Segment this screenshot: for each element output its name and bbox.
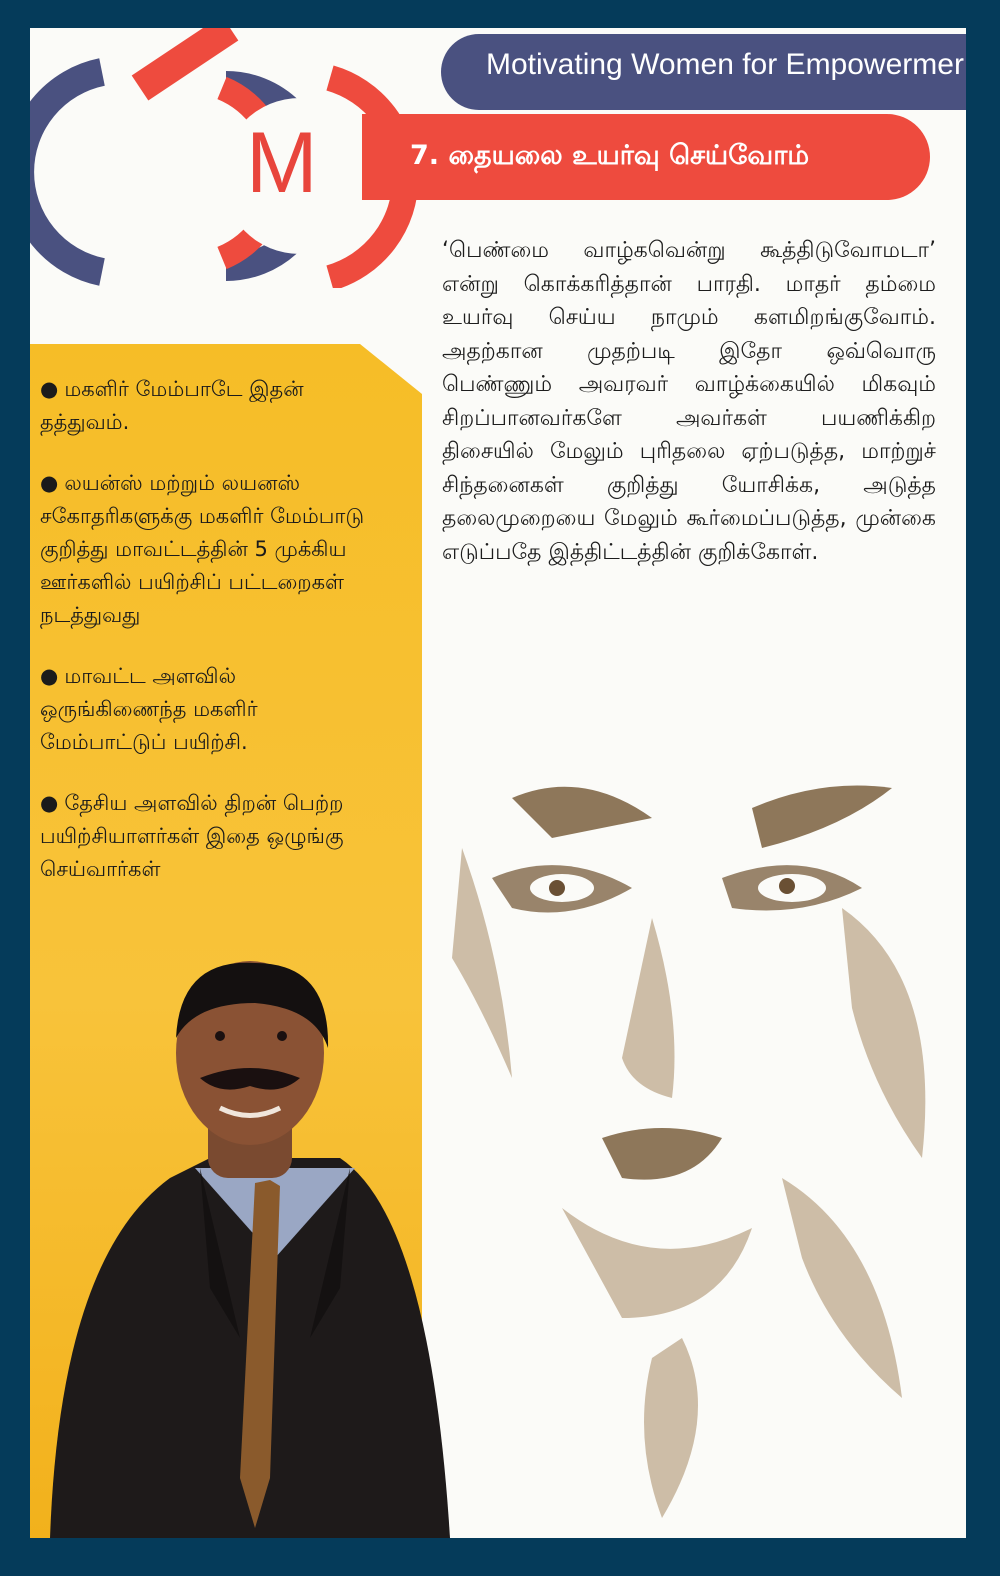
- intro-paragraph: ‘பெண்மை வாழ்கவென்று கூத்திடுவோமடா’ என்று கொக்கரித்தான் பாரதி. மாதர் தம்மை உயர்வு செய்ய நாமும் களமிறங்குவோம். அதற்கான முதற்படி இதோ ஒவ்வொரு பெண்ணும் அவரவர் வாழ்க்கையில் மிகவும் சிறப்பானவர்களே அவர்கள் பயணிக்கிற திசையில் மேலும் புரிதலை ஏற்படுத்த, மாற்றுச் சிந்தனைகள் குறித்து யோசிக்க, அடுத்த தலைமுறையை மேலும் கூர்மைப்படுத்த, முன்கை எடுப்பதே இத்திட்டத்தின் குறிக்கோள்.: [442, 238, 936, 565]
- bullet-item: ● மாவட்ட அளவில் ஒருங்கிணைந்த மகளிர் மேம்பாட்டுப் பயிற்சி.: [40, 664, 258, 754]
- banner-text: Motivating Women for Empowermer: [486, 48, 964, 81]
- page: [30, 28, 966, 1538]
- face-illustration: [422, 758, 966, 1538]
- bullet-item: ● தேசிய அளவில் திறன் பெற்ற பயிற்சியாளர்கள் இதை ஒழுங்கு செய்வார்கள்: [40, 791, 344, 881]
- bullet-item: ● மகளிர் மேம்பாடே இதன் தத்துவம்.: [40, 377, 304, 434]
- bullet-list: [40, 373, 370, 914]
- bullet-item: ● லயன்ஸ் மற்றும் லயனஸ் சகோதரிகளுக்கு மகளிர் மேம்பாடு குறித்து மாவட்டத்தின் 5 முக்கிய ஊர்களில் பயிற்சிப் பட்டறைகள் நடத்துவது: [40, 471, 365, 627]
- section-title: 7. தையலை உயர்வு செய்வோம்: [410, 140, 810, 171]
- logo-letter: M: [246, 115, 318, 211]
- person-photo: [30, 958, 460, 1538]
